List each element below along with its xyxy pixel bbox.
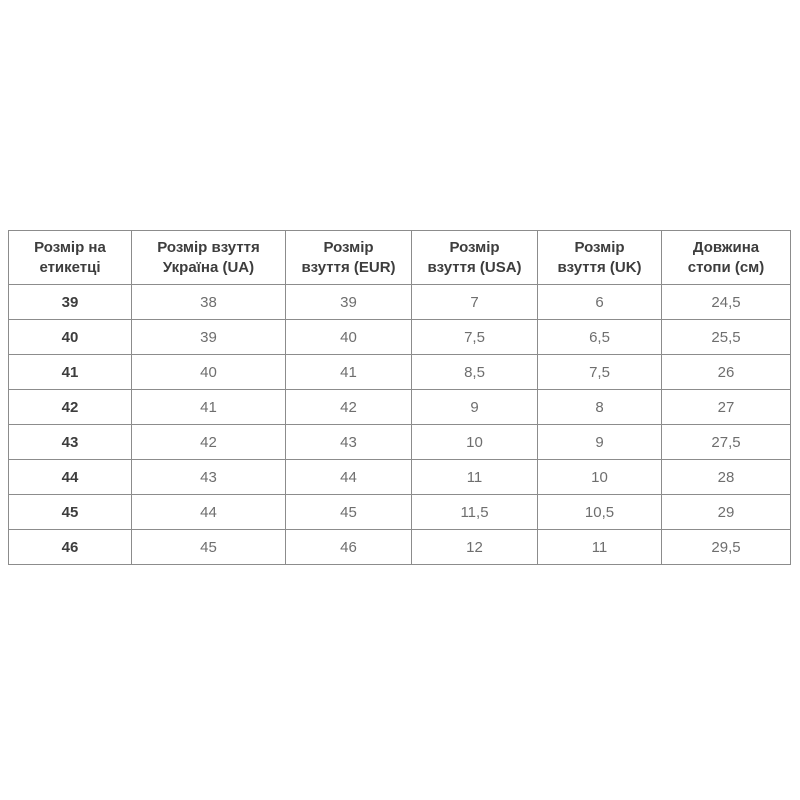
header-line: Довжина: [692, 238, 760, 256]
cell-usa-size: 12: [412, 530, 538, 565]
cell-foot-length: 27: [662, 390, 791, 425]
cell-uk-size: 6: [538, 285, 662, 320]
cell-eur-size: 44: [286, 460, 412, 495]
cell-uk-size: 7,5: [538, 355, 662, 390]
cell-eur-size: 41: [286, 355, 412, 390]
table-row: [9, 530, 791, 565]
header-line: взуття (EUR): [301, 258, 396, 276]
cell-uk-size: 9: [538, 425, 662, 460]
cell-ua-size: 39: [132, 320, 286, 355]
header-row: [9, 231, 791, 285]
header-line: Розмір на: [34, 238, 106, 256]
cell-usa-size: 11,5: [412, 495, 538, 530]
cell-ua-size: 43: [132, 460, 286, 495]
cell-eur-size: 46: [286, 530, 412, 565]
cell-label-size: 43: [9, 425, 132, 460]
cell-foot-length: 29: [662, 495, 791, 530]
cell-foot-length: 26: [662, 355, 791, 390]
cell-label-size: 44: [9, 460, 132, 495]
cell-uk-size: 11: [538, 530, 662, 565]
cell-ua-size: 38: [132, 285, 286, 320]
cell-uk-size: 10,5: [538, 495, 662, 530]
cell-usa-size: 7: [412, 285, 538, 320]
header-line: взуття (USA): [427, 258, 522, 276]
header-eur-size: [286, 231, 412, 285]
cell-usa-size: 11: [412, 460, 538, 495]
cell-label-size: 41: [9, 355, 132, 390]
cell-foot-length: 28: [662, 460, 791, 495]
cell-usa-size: 9: [412, 390, 538, 425]
header-line: взуття (UK): [557, 258, 642, 276]
cell-eur-size: 43: [286, 425, 412, 460]
cell-label-size: 45: [9, 495, 132, 530]
cell-ua-size: 41: [132, 390, 286, 425]
cell-usa-size: 10: [412, 425, 538, 460]
cell-label-size: 40: [9, 320, 132, 355]
cell-eur-size: 42: [286, 390, 412, 425]
header-line: стопи (см): [687, 258, 765, 276]
cell-uk-size: 10: [538, 460, 662, 495]
table-row: [9, 390, 791, 425]
header-line: Розмір: [449, 238, 500, 256]
header-line: Україна (UA): [162, 258, 255, 276]
table-row: [9, 495, 791, 530]
cell-eur-size: 39: [286, 285, 412, 320]
header-line: Розмір: [323, 238, 374, 256]
table-row: [9, 355, 791, 390]
header-usa-size: [412, 231, 538, 285]
cell-foot-length: 27,5: [662, 425, 791, 460]
cell-usa-size: 7,5: [412, 320, 538, 355]
cell-foot-length: 24,5: [662, 285, 791, 320]
cell-eur-size: 45: [286, 495, 412, 530]
table-row: [9, 425, 791, 460]
cell-foot-length: 29,5: [662, 530, 791, 565]
cell-uk-size: 8: [538, 390, 662, 425]
cell-ua-size: 40: [132, 355, 286, 390]
cell-usa-size: 8,5: [412, 355, 538, 390]
header-uk-size: [538, 231, 662, 285]
header-label-size: [9, 231, 132, 285]
cell-ua-size: 45: [132, 530, 286, 565]
cell-ua-size: 44: [132, 495, 286, 530]
shoe-size-conversion-table: [8, 230, 791, 565]
cell-label-size: 42: [9, 390, 132, 425]
cell-label-size: 39: [9, 285, 132, 320]
header-ua-size: [132, 231, 286, 285]
header-line: Розмір: [574, 238, 625, 256]
header-foot-length: [662, 231, 791, 285]
cell-label-size: 46: [9, 530, 132, 565]
table-row: [9, 285, 791, 320]
header-line: етикетці: [39, 258, 101, 276]
table-row: [9, 320, 791, 355]
table-row: [9, 460, 791, 495]
header-line: Розмір взуття: [157, 238, 260, 256]
cell-eur-size: 40: [286, 320, 412, 355]
cell-uk-size: 6,5: [538, 320, 662, 355]
cell-ua-size: 42: [132, 425, 286, 460]
cell-foot-length: 25,5: [662, 320, 791, 355]
